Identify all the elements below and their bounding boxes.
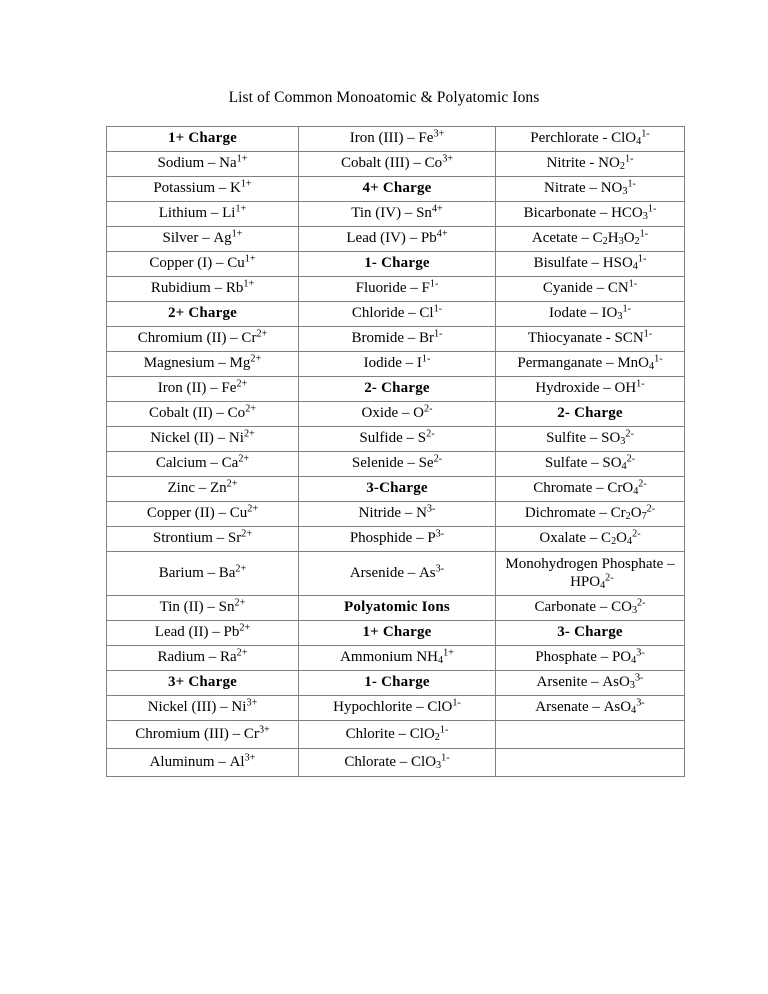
ion-cell: Arsenite – AsO$_3^{3-}$ (496, 671, 685, 696)
ion-cell: Sulfate – $SO_4^{2-}$ (496, 452, 685, 477)
ion-cell: Nickel $(III) - Ni^{3+}$ (107, 696, 299, 721)
ion-cell: Phosphate – $PO_4^{3-}$ (496, 646, 685, 671)
ion-cell: Iodide – $I^{1-}$ (299, 352, 496, 377)
ion-cell: Chromate – CrO$_4^{2-}$ (496, 477, 685, 502)
ion-cell: Rubidium – $Rb^{1+}$ (107, 277, 299, 302)
ion-cell: Aluminum – $Al^{3+}$ (107, 749, 299, 777)
ion-cell: Copper $(I) - Cu^{1+}$ (107, 252, 299, 277)
ion-cell: Tin $(II) - Sn^{2+}$ (107, 596, 299, 621)
ion-cell: Sodium – $Na^{1+}$ (107, 152, 299, 177)
charge-heading-cell: 1+ Charge (299, 621, 496, 646)
table-row (107, 721, 685, 749)
charge-heading-cell: 4+ Charge (299, 177, 496, 202)
charge-heading-cell: 3+ Charge (107, 671, 299, 696)
ion-cell: Chlorate – ClO$_3^{1-}$ (299, 749, 496, 777)
ion-cell: Selenide – $Se^{2-}$ (299, 452, 496, 477)
charge-heading-cell: 1- Charge (299, 671, 496, 696)
ion-cell: Cobalt $(II) - Co^{2+}$ (107, 402, 299, 427)
charge-heading-cell: 3-Charge (299, 477, 496, 502)
ion-cell: Phosphide – $P^{3-}$ (299, 527, 496, 552)
ion-cell: Dichromate – $Cr_2O_7^{2-}$ (496, 502, 685, 527)
ion-cell: Hypochlorite – ClO$^{1-}$ (299, 696, 496, 721)
table-row (107, 527, 685, 552)
table-row (107, 152, 685, 177)
charge-heading-cell: 2- Charge (299, 377, 496, 402)
empty-cell (496, 749, 685, 777)
ion-cell: Nitrite - $NO_2^{1-}$ (496, 152, 685, 177)
page-title: List of Common Monoatomic & Polyatomic Ions (228, 89, 540, 106)
table-row (107, 252, 685, 277)
table-row (107, 402, 685, 427)
ion-cell: Sulfite – $SO_3^{2-}$ (496, 427, 685, 452)
table-row (107, 177, 685, 202)
ion-cell: Potassium – $K^{1+}$ (107, 177, 299, 202)
table-row (107, 621, 685, 646)
ion-cell: Lead $(II) - Pb^{2+}$ (107, 621, 299, 646)
charge-heading-cell: 2- Charge (496, 402, 685, 427)
ion-cell: Strontium – $Sr^{2+}$ (107, 527, 299, 552)
ion-cell: Arsenide – $As^{3-}$ (299, 552, 496, 596)
ion-cell: Chromium $(III) - Cr^{3+}$ (107, 721, 299, 749)
ion-cell: Bicarbonate – $HCO_3^{1-}$ (496, 202, 685, 227)
table-row (107, 477, 685, 502)
ion-cell: Chloride – $Cl^{1-}$ (299, 302, 496, 327)
ion-cell: Nitrate – $NO_3^{1-}$ (496, 177, 685, 202)
charge-heading-cell: 2+ Charge (107, 302, 299, 327)
ion-cell: Fluoride – $F^{1-}$ (299, 277, 496, 302)
ion-table (106, 126, 685, 777)
ion-cell: Chromium $(II) - Cr^{2+}$ (107, 327, 299, 352)
ion-cell: Lead $(IV) - Pb^{4+}$ (299, 227, 496, 252)
ion-cell: Silver – $Ag^{1+}$ (107, 227, 299, 252)
ion-cell: Tin $(IV) - Sn^{4+}$ (299, 202, 496, 227)
ion-cell: Lithium – $Li^{1+}$ (107, 202, 299, 227)
ion-cell: Permanganate – MnO$_4^{1-}$ (496, 352, 685, 377)
ion-table-body (107, 127, 685, 777)
empty-cell (496, 721, 685, 749)
table-row (107, 327, 685, 352)
ion-cell: Calcium – $Ca^{2+}$ (107, 452, 299, 477)
ion-cell: Carbonate – $CO_3^{2-}$ (496, 596, 685, 621)
table-row (107, 696, 685, 721)
table-row (107, 202, 685, 227)
ion-cell: Bromide – $Br^{1-}$ (299, 327, 496, 352)
ion-cell: Monohydrogen Phosphate – $HPO_4^{2-}$ (496, 552, 685, 596)
ion-cell: Bisulfate – $HSO_4^{1-}$ (496, 252, 685, 277)
ion-cell: Cyanide – $CN^{1-}$ (496, 277, 685, 302)
ion-cell: Magnesium – $Mg^{2+}$ (107, 352, 299, 377)
ion-cell: Hydroxide – $OH^{1-}$ (496, 377, 685, 402)
ion-cell: Cobalt $(III) - Co^{3+}$ (299, 152, 496, 177)
charge-heading-cell: 1+ Charge (107, 127, 299, 152)
ion-cell: Copper $(II) - Cu^{2+}$ (107, 502, 299, 527)
ion-cell: Zinc – $Zn^{2+}$ (107, 477, 299, 502)
table-row (107, 227, 685, 252)
ion-cell: Iron $(II) - Fe^{2+}$ (107, 377, 299, 402)
ion-cell: Thiocyanate - $SCN^{1-}$ (496, 327, 685, 352)
table-row (107, 452, 685, 477)
table-row (107, 127, 685, 152)
table-row (107, 277, 685, 302)
table-row (107, 502, 685, 527)
table-row (107, 646, 685, 671)
ion-cell: Nickel $(II) - Ni^{2+}$ (107, 427, 299, 452)
charge-heading-cell: 3- Charge (496, 621, 685, 646)
ion-cell: Chlorite – ClO$_2^{1-}$ (299, 721, 496, 749)
ion-cell: Barium – $Ba^{2+}$ (107, 552, 299, 596)
ion-cell: Acetate – $C_2H_3O_2^{1-}$ (496, 227, 685, 252)
ion-cell: Perchlorate - ClO$_4^{1-}$ (496, 127, 685, 152)
ion-cell: Oxalate – $C_2O_4^{2-}$ (496, 527, 685, 552)
table-row (107, 377, 685, 402)
table-row (107, 749, 685, 777)
table-row (107, 671, 685, 696)
table-row (107, 596, 685, 621)
ion-cell: Oxide – $O^{2-}$ (299, 402, 496, 427)
ion-cell: Iron $(III) - Fe^{3+}$ (299, 127, 496, 152)
ion-cell: Iodate – $IO_3^{1-}$ (496, 302, 685, 327)
ion-cell: Nitride – $N^{3-}$ (299, 502, 496, 527)
table-row (107, 352, 685, 377)
table-row (107, 552, 685, 596)
table-row (107, 302, 685, 327)
charge-heading-cell: Polyatomic Ions (299, 596, 496, 621)
ion-cell: Radium – $Ra^{2+}$ (107, 646, 299, 671)
ion-cell: Sulfide – $S^{2-}$ (299, 427, 496, 452)
ion-cell: Arsenate – AsO$_4^{3-}$ (496, 696, 685, 721)
table-row (107, 427, 685, 452)
charge-heading-cell: 1- Charge (299, 252, 496, 277)
ion-cell: Ammonium $NH_4^{1+}$ (299, 646, 496, 671)
